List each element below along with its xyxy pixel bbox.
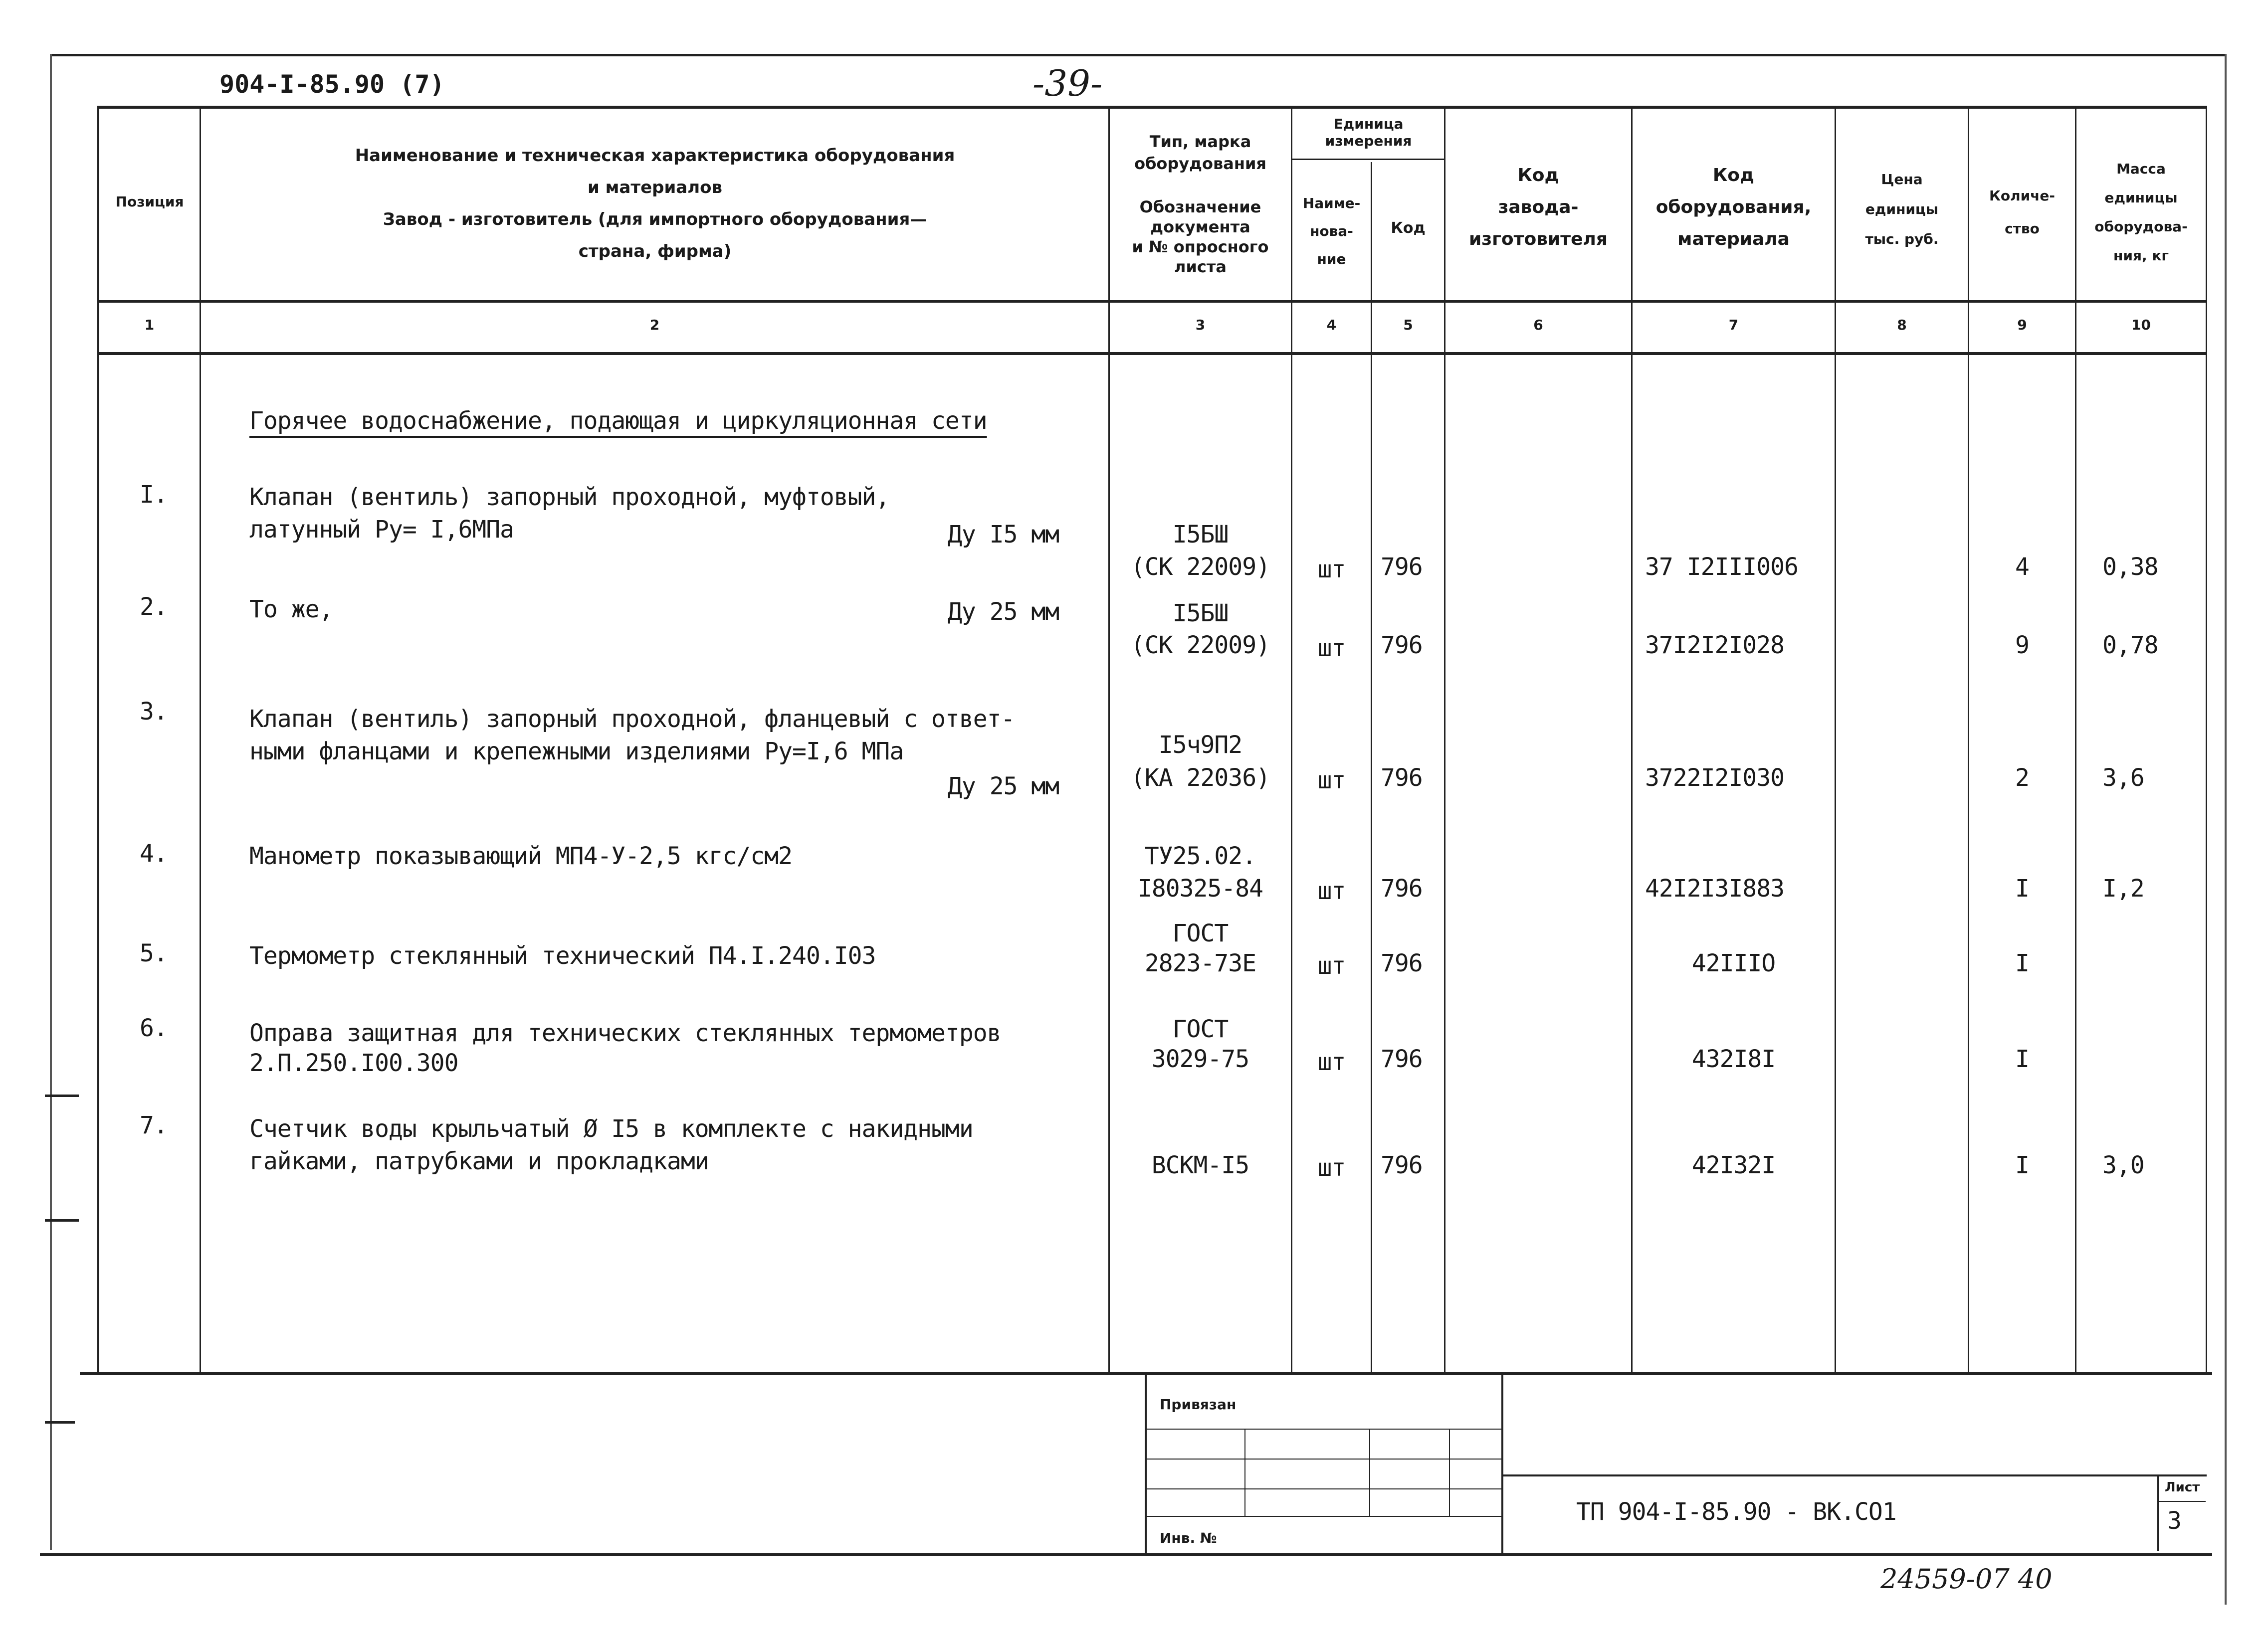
header-bottom: [97, 300, 2207, 303]
col-number-2: 2: [649, 317, 660, 333]
stamp-col-1: [1244, 1429, 1245, 1516]
stamp-row-4: [1147, 1516, 1501, 1517]
row-4-type-line-1: ТУ25.02.: [1144, 842, 1256, 870]
stamp-col-2: [1369, 1429, 1370, 1516]
row-3-type-line-1: I5ч9П2: [1158, 731, 1242, 759]
row-1-unit-code: 796: [1381, 553, 1423, 581]
header-unit: [1292, 116, 1444, 150]
col-line-8: [1968, 106, 1969, 1375]
col-line-1: [200, 106, 201, 1375]
col-line-9: [2075, 106, 2076, 1375]
header-unit-name-line-2: нова-: [1310, 223, 1353, 239]
side-tick-3: [45, 1421, 75, 1424]
bottom-border: [40, 1553, 2212, 1556]
row-3-name-line-2: ными фланцами и крепежными изделиями Ру=I,6 МПа: [249, 737, 904, 765]
row-6-type-line-2: 3029-75: [1151, 1045, 1249, 1073]
row-5-type-line-1: ГОСТ: [1172, 919, 1229, 947]
header-type: [1110, 131, 1291, 175]
list-box-left: [2157, 1476, 2159, 1551]
col-line-7: [1835, 106, 1836, 1375]
row-4-quantity: I: [2015, 875, 2029, 903]
row-3-type-line-2: (КА 22036): [1131, 764, 1270, 792]
header-unit-code: Код: [1391, 219, 1426, 237]
header-unit-line-1: Единица: [1333, 116, 1404, 132]
header-doc-line-4: листа: [1174, 257, 1227, 276]
header-mass: [2076, 155, 2206, 270]
row-5-position: 5.: [140, 939, 168, 967]
stamp-row-2: [1147, 1459, 1501, 1460]
header-name-line-1: Наименование и техническая характеристика оборудования: [355, 146, 955, 166]
row-4-type-line-2: I80325-84: [1137, 875, 1263, 903]
col-line-3: [1291, 106, 1292, 1375]
row-3-quantity: 2: [2015, 764, 2029, 792]
row-5-unit: шт: [1317, 952, 1346, 980]
stamp-col-3: [1449, 1429, 1450, 1516]
num-row-bottom: [97, 352, 2207, 355]
header-mass-line-1: Масса: [2116, 161, 2166, 177]
row-1-name-line-1: Клапан (вентиль) запорный проходной, муфтовый,: [249, 483, 890, 511]
header-quantity-line-1: Количе-: [1989, 187, 2056, 204]
header-mass-line-3: оборудова-: [2094, 218, 2188, 235]
row-2-unit: шт: [1317, 634, 1346, 662]
col-line-10: [2206, 106, 2207, 1375]
row-6-name-line-1: Оправа защитная для технических стеклянных термометров: [249, 1019, 1001, 1047]
col-line-0: [97, 106, 99, 1375]
row-7-equipment-code: 42I32I: [1691, 1151, 1776, 1179]
col-number-1: 1: [144, 317, 155, 333]
list-box-split: [2157, 1501, 2206, 1502]
col-number-6: 6: [1533, 317, 1543, 333]
row-4-position: 4.: [140, 840, 168, 868]
row-2-name-line-1: То же,: [249, 595, 333, 623]
header-factory-code: [1445, 160, 1631, 255]
row-5-equipment-code: 42IIIО: [1691, 949, 1776, 977]
header-doc-line-3: и № опросного: [1132, 237, 1269, 256]
stamp-mid: [1501, 1375, 1503, 1554]
header-factory-code-line-1: Код: [1517, 165, 1559, 185]
header-equipment-code-line-2: оборудования,: [1655, 197, 1812, 217]
privyazan-label: Привязан: [1160, 1396, 1237, 1413]
frame-right: [2225, 54, 2227, 1605]
col-number-10: 10: [2131, 317, 2151, 333]
header-doc: [1110, 197, 1291, 277]
row-1-position: I.: [140, 481, 168, 509]
list-number: 3: [2167, 1507, 2181, 1535]
row-7-position: 7.: [140, 1111, 168, 1139]
header-doc-line-2: документа: [1150, 217, 1250, 236]
row-2-type-line-2: (СК 22009): [1131, 631, 1270, 659]
row-1-unit: шт: [1317, 555, 1346, 583]
row-7-mass: 3,0: [2102, 1151, 2144, 1179]
side-tick-1: [45, 1095, 79, 1097]
header-price-line-3: тыс. руб.: [1865, 231, 1939, 247]
inventory-number-label: Инв. №: [1160, 1530, 1217, 1546]
row-2-type-line-1: I5БШ: [1172, 599, 1229, 627]
row-3-unit-code: 796: [1381, 764, 1423, 792]
document-code: 904-I-85.90 (7): [219, 70, 445, 99]
row-2-unit-code: 796: [1381, 631, 1423, 659]
stamp-row-1: [1147, 1429, 1501, 1430]
header-name-line-2: и материалов: [587, 178, 723, 197]
row-4-unit: шт: [1317, 877, 1346, 905]
header-type-line-1: Тип, марка: [1149, 132, 1251, 151]
col-number-7: 7: [1728, 317, 1739, 333]
row-1-quantity: 4: [2015, 553, 2029, 581]
row-5-quantity: I: [2015, 949, 2029, 977]
row-4-name-line-1: Манометр показывающий МП4-У-2,5 кгс/см2: [249, 842, 793, 870]
row-7-unit: шт: [1317, 1154, 1346, 1182]
header-type-line-2: оборудования: [1134, 154, 1266, 173]
archive-stamp-number: 24559-07 40: [1880, 1563, 2053, 1595]
col-number-5: 5: [1403, 317, 1413, 333]
header-unit-line-2: измерения: [1325, 133, 1412, 149]
row-4-mass: I,2: [2102, 875, 2144, 903]
title-top: [1503, 1474, 2207, 1476]
frame-top: [50, 54, 2225, 56]
header-name-line-4: страна, фирма): [578, 241, 732, 261]
row-2-quantity: 9: [2015, 631, 2029, 659]
row-6-unit-code: 796: [1381, 1045, 1423, 1073]
col-line-5: [1444, 106, 1445, 1375]
row-3-name-line-1: Клапан (вентиль) запорный проходной, фланцевый с ответ-: [249, 705, 1015, 733]
stamp-left: [1145, 1375, 1147, 1554]
row-2-mass: 0,78: [2102, 631, 2158, 659]
header-quantity-line-2: ство: [2005, 220, 2040, 237]
header-factory-code-line-2: завода-: [1498, 197, 1579, 217]
row-7-name-line-2: гайками, патрубками и прокладками: [249, 1147, 709, 1175]
frame-left: [50, 54, 52, 1550]
col-line-4: [1371, 162, 1372, 1375]
header-mass-line-4: ния, кг: [2113, 247, 2169, 264]
row-7-unit-code: 796: [1381, 1151, 1423, 1179]
row-1-mass: 0,38: [2102, 553, 2158, 581]
row-1-type-line-2: (СК 22009): [1131, 553, 1270, 581]
row-1-type-line-1: I5БШ: [1172, 521, 1229, 549]
header-mass-line-2: единицы: [2104, 189, 2178, 206]
row-5-name-line-1: Термометр стеклянный технический П4.I.240.I03: [249, 942, 876, 970]
header-quantity: [1969, 180, 2075, 245]
header-unit-name-line-1: Наиме-: [1302, 195, 1361, 211]
header-equipment-code-line-3: материала: [1677, 229, 1790, 249]
row-5-unit-code: 796: [1381, 949, 1423, 977]
header-price-line-2: единицы: [1865, 201, 1939, 217]
row-2-equipment-code: 37I2I2I028: [1645, 631, 1784, 659]
row-7-type-line-1: ВСКМ-I5: [1151, 1151, 1249, 1179]
row-3-equipment-code: 3722I2I030: [1645, 764, 1784, 792]
list-label: Лист: [2165, 1480, 2200, 1495]
row-6-type-line-1: ГОСТ: [1172, 1015, 1229, 1043]
header-unit-name-line-3: ние: [1317, 251, 1346, 267]
row-4-equipment-code: 42I2I3I883: [1645, 875, 1784, 903]
row-3-unit: шт: [1317, 766, 1346, 794]
col-line-6: [1631, 106, 1633, 1375]
row-3-position: 3.: [140, 698, 168, 726]
row-1-equipment-code: 37 I2III006: [1645, 553, 1798, 581]
row-6-quantity: I: [2015, 1045, 2029, 1073]
row-6-name-line-2: 2.П.250.I00.300: [249, 1049, 458, 1077]
header-doc-line-1: Обозначение: [1139, 197, 1261, 216]
row-7-quantity: I: [2015, 1151, 2029, 1179]
header-position: Позиция: [115, 193, 184, 210]
row-3-mass: 3,6: [2102, 764, 2144, 792]
section-title: Горячее водоснабжение, подающая и циркуляционная сети: [249, 407, 987, 435]
header-equipment-code: [1633, 160, 1835, 255]
col-number-9: 9: [2017, 317, 2027, 333]
row-2-position: 2.: [140, 593, 168, 621]
col-number-8: 8: [1897, 317, 1907, 333]
row-5-type-line-2: 2823-73Е: [1144, 949, 1256, 977]
row-4-unit-code: 796: [1381, 875, 1423, 903]
row-1-name-line-2: латунный Ру= I,6МПа: [249, 516, 514, 544]
header-price-line-1: Цена: [1881, 171, 1923, 187]
header-name-line-3: Завод - изготовитель (для импортного оборудования—: [383, 209, 927, 229]
col-number-3: 3: [1195, 317, 1206, 333]
drawing-code: ТП 904-I-85.90 - ВК.СО1: [1576, 1498, 1896, 1526]
page-number: -39-: [1032, 62, 1103, 104]
header-unit-name: [1292, 189, 1371, 273]
col-number-4: 4: [1326, 317, 1337, 333]
row-6-position: 6.: [140, 1014, 168, 1042]
header-factory-code-line-3: изготовителя: [1468, 229, 1608, 249]
header-price: [1836, 165, 1968, 254]
row-7-name-line-1: Счетчик воды крыльчатый Ø I5 в комплекте с накидными: [249, 1115, 973, 1143]
side-tick-2: [45, 1219, 79, 1222]
header-name: [201, 140, 1109, 267]
row-3-diameter: Ду 25 мм: [948, 772, 1059, 800]
stamp-row-3: [1147, 1488, 1501, 1489]
row-6-equipment-code: 432I8I: [1691, 1045, 1776, 1073]
row-2-diameter: Ду 25 мм: [948, 598, 1059, 626]
header-equipment-code-line-1: Код: [1712, 165, 1755, 185]
table-top: [97, 106, 2207, 109]
unit-split: [1291, 159, 1445, 160]
row-1-diameter: Ду I5 мм: [948, 521, 1059, 549]
row-6-unit: шт: [1317, 1048, 1346, 1076]
